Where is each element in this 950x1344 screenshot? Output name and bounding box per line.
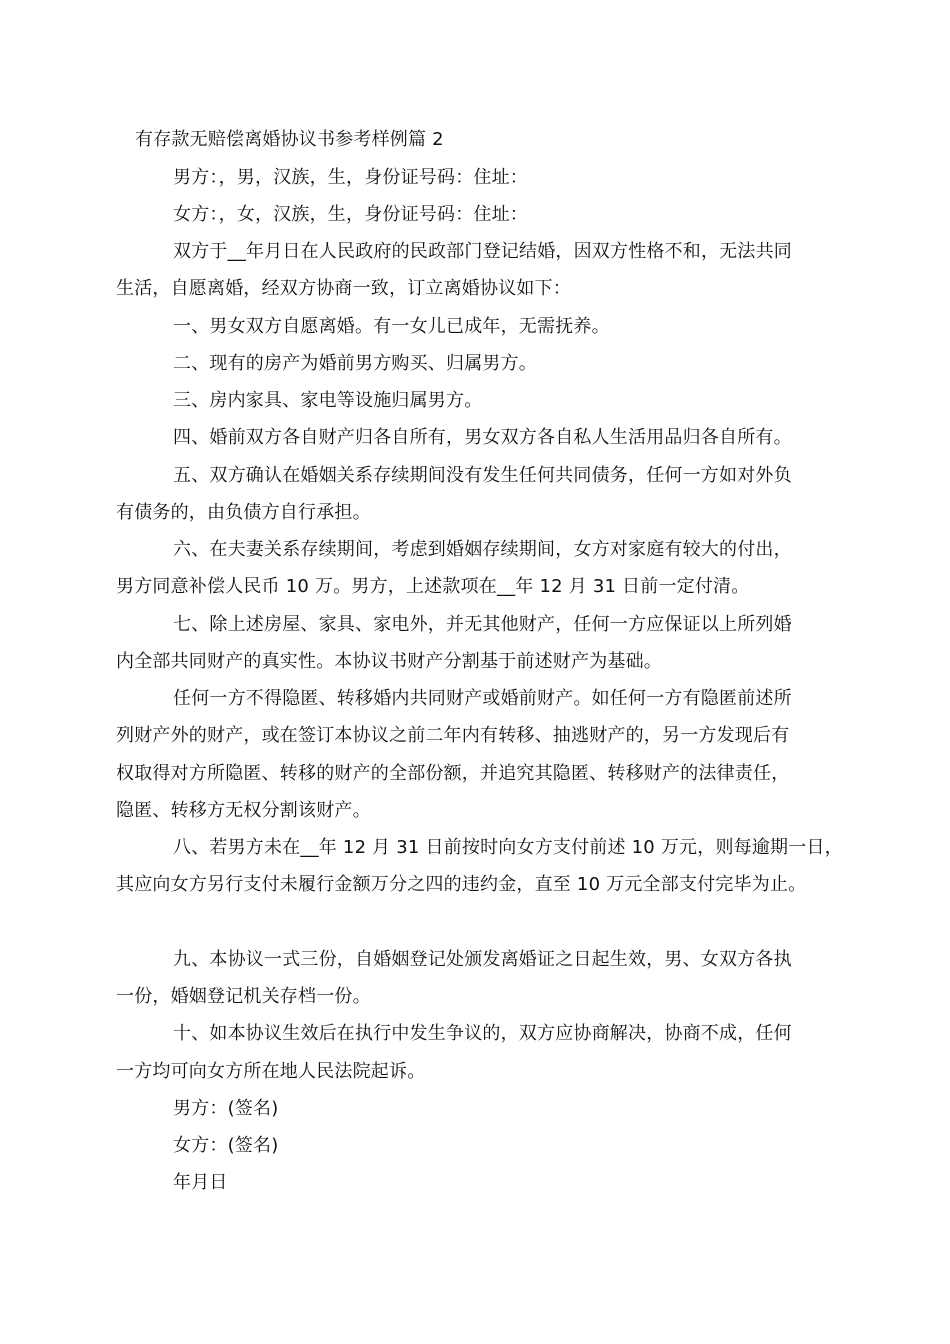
male-signature-line: 男方：(签名): [173, 1098, 279, 1119]
clause-10-line-1: 十、如本协议生效后在执行中发生争议的，双方应协商解决，协商不成，任何: [173, 1023, 792, 1044]
male-party-line: 男方：，男，汉族，生，身份证号码：住址：: [173, 167, 528, 188]
document-title: 有存款无赔偿离婚协议书参考样例篇 2: [135, 129, 444, 150]
clause-2: 二、现有的房产为婚前男方购买、归属男方。: [173, 353, 537, 374]
clause-7-line-2: 内全部共同财产的真实性。本协议书财产分割基于前述财产为基础。: [116, 651, 662, 672]
date-line: 年月日: [173, 1172, 228, 1193]
clause-6-line-1: 六、在夫妻关系存续期间，考虑到婚姻存续期间，女方对家庭有较大的付出，: [173, 539, 792, 560]
clause-5-line-2: 有债务的，由负债方自行承担。: [116, 502, 371, 523]
clause-1: 一、男女双方自愿离婚。有一女儿已成年，无需抚养。: [173, 316, 610, 337]
clause-3: 三、房内家具、家电等设施归属男方。: [173, 390, 483, 411]
preamble-line-2: 生活，自愿离婚，经双方协商一致，订立离婚协议如下：: [116, 278, 571, 299]
clause-6-line-2: 男方同意补偿人民币 10 万。男方，上述款项在__年 12 月 31 日前一定付清。: [116, 576, 750, 597]
clause-7b-line-1: 任何一方不得隐匿、转移婚内共同财产或婚前财产。如任何一方有隐匿前述所: [173, 688, 792, 709]
female-signature-line: 女方：(签名): [173, 1135, 279, 1156]
clause-9-line-2: 一份，婚姻登记机关存档一份。: [116, 986, 371, 1007]
female-party-line: 女方：，女，汉族，生，身份证号码：住址：: [173, 204, 528, 225]
clause-7b-line-3: 权取得对方所隐匿、转移的财产的全部份额，并追究其隐匿、转移财产的法律责任，: [116, 763, 790, 784]
clause-8-line-1: 八、若男方未在__年 12 月 31 日前按时向女方支付前述 10 万元，则每逾期一日，: [173, 837, 843, 858]
clause-7b-line-4: 隐匿、转移方无权分割该财产。: [116, 800, 371, 821]
clause-7-line-1: 七、除上述房屋、家具、家电外，并无其他财产，任何一方应保证以上所列婚: [173, 614, 792, 635]
clause-9-line-1: 九、本协议一式三份，自婚姻登记处颁发离婚证之日起生效，男、女双方各执: [173, 949, 792, 970]
clause-5-line-1: 五、双方确认在婚姻关系存续期间没有发生任何共同债务，任何一方如对外负: [173, 465, 792, 486]
clause-7b-line-2: 列财产外的财产，或在签订本协议之前二年内有转移、抽逃财产的，另一方发现后有: [116, 725, 790, 746]
preamble-line-1: 双方于__年月日在人民政府的民政部门登记结婚，因双方性格不和，无法共同: [173, 241, 792, 262]
clause-8-line-2: 其应向女方另行支付未履行金额万分之四的违约金，直至 10 万元全部支付完毕为止。: [116, 874, 807, 895]
clause-4: 四、婚前双方各自财产归各自所有，男女双方各自私人生活用品归各自所有。: [173, 427, 792, 448]
clause-10-line-2: 一方均可向女方所在地人民法院起诉。: [116, 1061, 426, 1082]
